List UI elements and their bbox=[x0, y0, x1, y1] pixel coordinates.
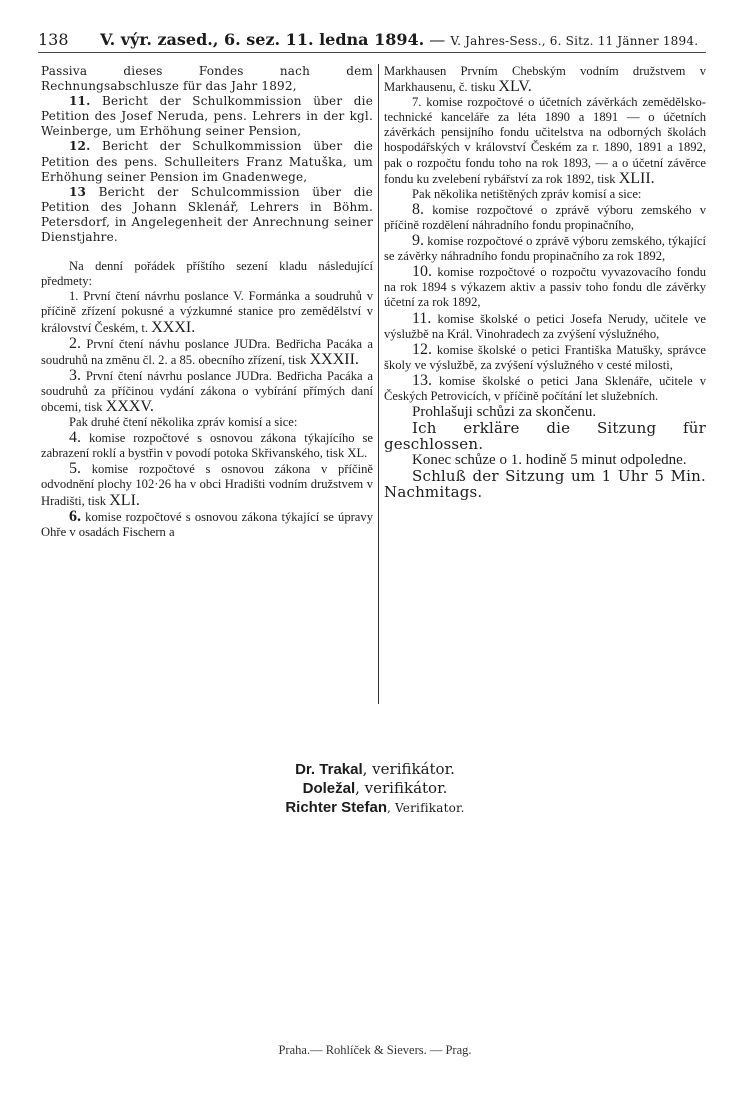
commission-item: 8. komise rozpočtové o zprávě výboru zemského v příčině rozdělení náhradního fondu propinačního, bbox=[384, 200, 706, 232]
commission-item: 10. komise rozpočtové o rozpočtu vyvazovacího fondu na rok 1894 s výkazem aktiv a passiv toho fondu dle závěrky účetní za rok 1892, bbox=[384, 263, 706, 310]
title-cz: V. výr. zased., 6. sez. 11. ledna 1894. bbox=[100, 30, 425, 49]
commission-item: 9. komise rozpočtové o zprávě výboru zemského, týkající se závěrky náhradního fondu propinačního za rok 1892, bbox=[384, 232, 706, 264]
de-item: 11. Bericht der Schulkommission über die Petition des Josef Neruda, pens. Lehrers in der kgl. Weinberge, um Erhöhung seiner Pension, bbox=[41, 94, 373, 139]
agenda-item: 1. První čtení návrhu poslance V. Formánka a soudruhů v příčině zřízení pokusné a výzkumné stanice pro zemědělství v království Českém, t. XXXI. bbox=[41, 289, 373, 336]
column-divider bbox=[378, 64, 379, 704]
second-reading-intro: Pak druhé čtení několika zpráv komisí a sice: bbox=[69, 415, 298, 430]
page-header bbox=[38, 30, 706, 53]
page-number: 138 bbox=[38, 30, 69, 49]
title-de: V. Jahres-Sess., 6. Sitz. 11 Jänner 1894. bbox=[450, 34, 699, 48]
de-item: 13 Bericht der Schulcommission über die Petition des Johann Sklenář, Lehrers in Böhm. Petersdorf, in Angelegenheit der Anrechnung seiner Dienstjahre. bbox=[41, 184, 374, 245]
de-item: 12. Bericht der Schulkommission über die Petition des pens. Schulleiters Franz Matuška, um Erhöhung seiner Pension im Gnadenwege, bbox=[41, 139, 373, 184]
commission-item: 5. komise rozpočtové s osnovou zákona v příčině odvodnění plochy 102·26 ha v obci Hradišti vodním družstvem v Hradišti, tisk XLI. bbox=[41, 460, 373, 509]
end-de: Schluß der Sitzung um 1 Uhr 5 Min. Nachmitags. bbox=[384, 467, 706, 502]
signature-line: Dr. Trakal, verifikátor. bbox=[295, 760, 455, 778]
commission-item: 4. komise rozpočtové s osnovou zákona týkajícího se zabrazení roklí a bystřin v povodí potoka Skřivanského, tisk XL. bbox=[41, 429, 374, 461]
agenda-item: 3. První čtení návrhu poslance JUDra. Bedřicha Pacáka a soudruhů za příčinou vydání zákona o vybírání přímých daní obcemi, tisk XXXV. bbox=[41, 366, 373, 415]
closing-cz: Prohlašuji schůzi za skončenu. bbox=[412, 404, 597, 421]
commission-item: 7. komise rozpočtové o účetních závěrkách zemědělsko-technické kanceláře za léta 1890 a 1891 — o účetních závěrkách pensijního fondu učitelstva na odborných školách hospodářských v království Českém za r. 1890, 1891 a 1892, pak o rozpočtu fondu toho na rok 1893, — a o účetní závěrce fondu ku zvelebení rybářství za rok 1892, tisk XLII. bbox=[384, 95, 706, 187]
running-title bbox=[100, 30, 698, 49]
signatures bbox=[0, 760, 750, 817]
commission-item: 13. komise školské o petici Jana Sklenáře, učitele v Českých Petrovicích, v příčině počítání let služebních. bbox=[384, 371, 706, 403]
commission-item: 6. komise rozpočtové s osnovou zákona týkající se úpravy Ohře v osadách Fischern a bbox=[41, 507, 373, 539]
unprinted-intro: Pak několika netištěných zpráv komisí a sice: bbox=[412, 186, 642, 201]
signature-line: Doležal, verifikátor. bbox=[302, 779, 448, 797]
continuation-text: Markhausen Prvním Chebským vodním družstvem v Markhausenu, č. tisku XLV. bbox=[384, 64, 706, 96]
de-intro: Passiva dieses Fondes nach dem Rechnungsabschlusze für das Jahr 1892, bbox=[41, 64, 373, 94]
right-column bbox=[384, 64, 706, 500]
signature-line: Richter Stefan, Verifikator. bbox=[285, 799, 465, 816]
end-cz: Konec schůze o 1. hodině 5 minut odpoledne. bbox=[412, 452, 687, 469]
closing-de: Ich erkläre die Sitzung für geschlossen. bbox=[384, 419, 706, 454]
agenda-intro: Na denní pořádek příštího sezení kladu následující předmety: bbox=[41, 259, 373, 289]
title-separator: — bbox=[424, 30, 451, 49]
left-column bbox=[41, 64, 373, 540]
printer-imprint: Praha.— Rohlíček & Sievers. — Prag. bbox=[278, 1043, 472, 1057]
commission-item: 11. komise školské o petici Josefa Nerudy, učitele ve výslužbě na Král. Vinohradech za zvýšení výslužného, bbox=[384, 309, 706, 341]
commission-item: 12. komise školské o petici Františka Matušky, správce školy ve výslužbě, za zvýšení výslužného v cesté milosti, bbox=[384, 340, 706, 372]
agenda-item: 2. První čtení návhu poslance JUDra. Bedřicha Pacáka a soudruhů na změnu čl. 2. a 85. obecního zřízení, tisk XXXII. bbox=[41, 334, 373, 368]
